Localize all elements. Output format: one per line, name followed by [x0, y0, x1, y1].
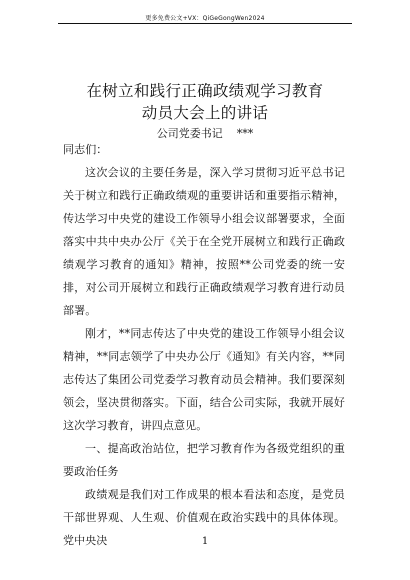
document-title-line-2: 动员大会上的讲话 [141, 104, 269, 122]
header-divider [58, 23, 352, 24]
speaker-name: *** [236, 127, 254, 140]
body-paragraph-3: 政绩观是我们对工作成果的根本看法和态度，是党员干部世界观、人生观、价值观在政治实践中的具体体现。党中央决 [63, 488, 345, 547]
body-paragraph-2: 刚才，**同志传达了中央党的建设工作领导小组会议精神，**同志领学了中央办公厅《通知》有关内容，**同志传达了集团公司党委学习教育动员会精神。我们要深刻领会，坚决贯彻落实。下面，结合公司实际，我就开展好这次学习教育，讲四点意见。 [63, 327, 345, 432]
salutation: 同志们： [63, 143, 108, 156]
speaker-role: 公司党委书记 [156, 127, 223, 140]
header-banner: 更多免费公文+VX：QiGeGongWen2024 [145, 15, 265, 22]
section-heading-1: 一、提高政治站位，把学习教育作为各级党组织的重要政治任务 [63, 442, 345, 478]
document-body [63, 138, 345, 552]
page-number: 1 [201, 536, 209, 547]
body-paragraph-1: 这次会议的主要任务是，深入学习贯彻习近平总书记关于树立和践行正确政绩观的重要讲话和重要指示精神，传达学习中央党的建设工作领导小组会议部署要求，全面落实中共中央办公厅《关于在全党开展树立和践行正确政绩观学习教育的通知》精神，按照**公司党委的统一安排，对公司开展树立和践行正确政绩观学习教育进行动员部署。 [63, 166, 345, 317]
document-title-line-1: 在树立和践行正确政绩观学习教育 [86, 82, 324, 100]
